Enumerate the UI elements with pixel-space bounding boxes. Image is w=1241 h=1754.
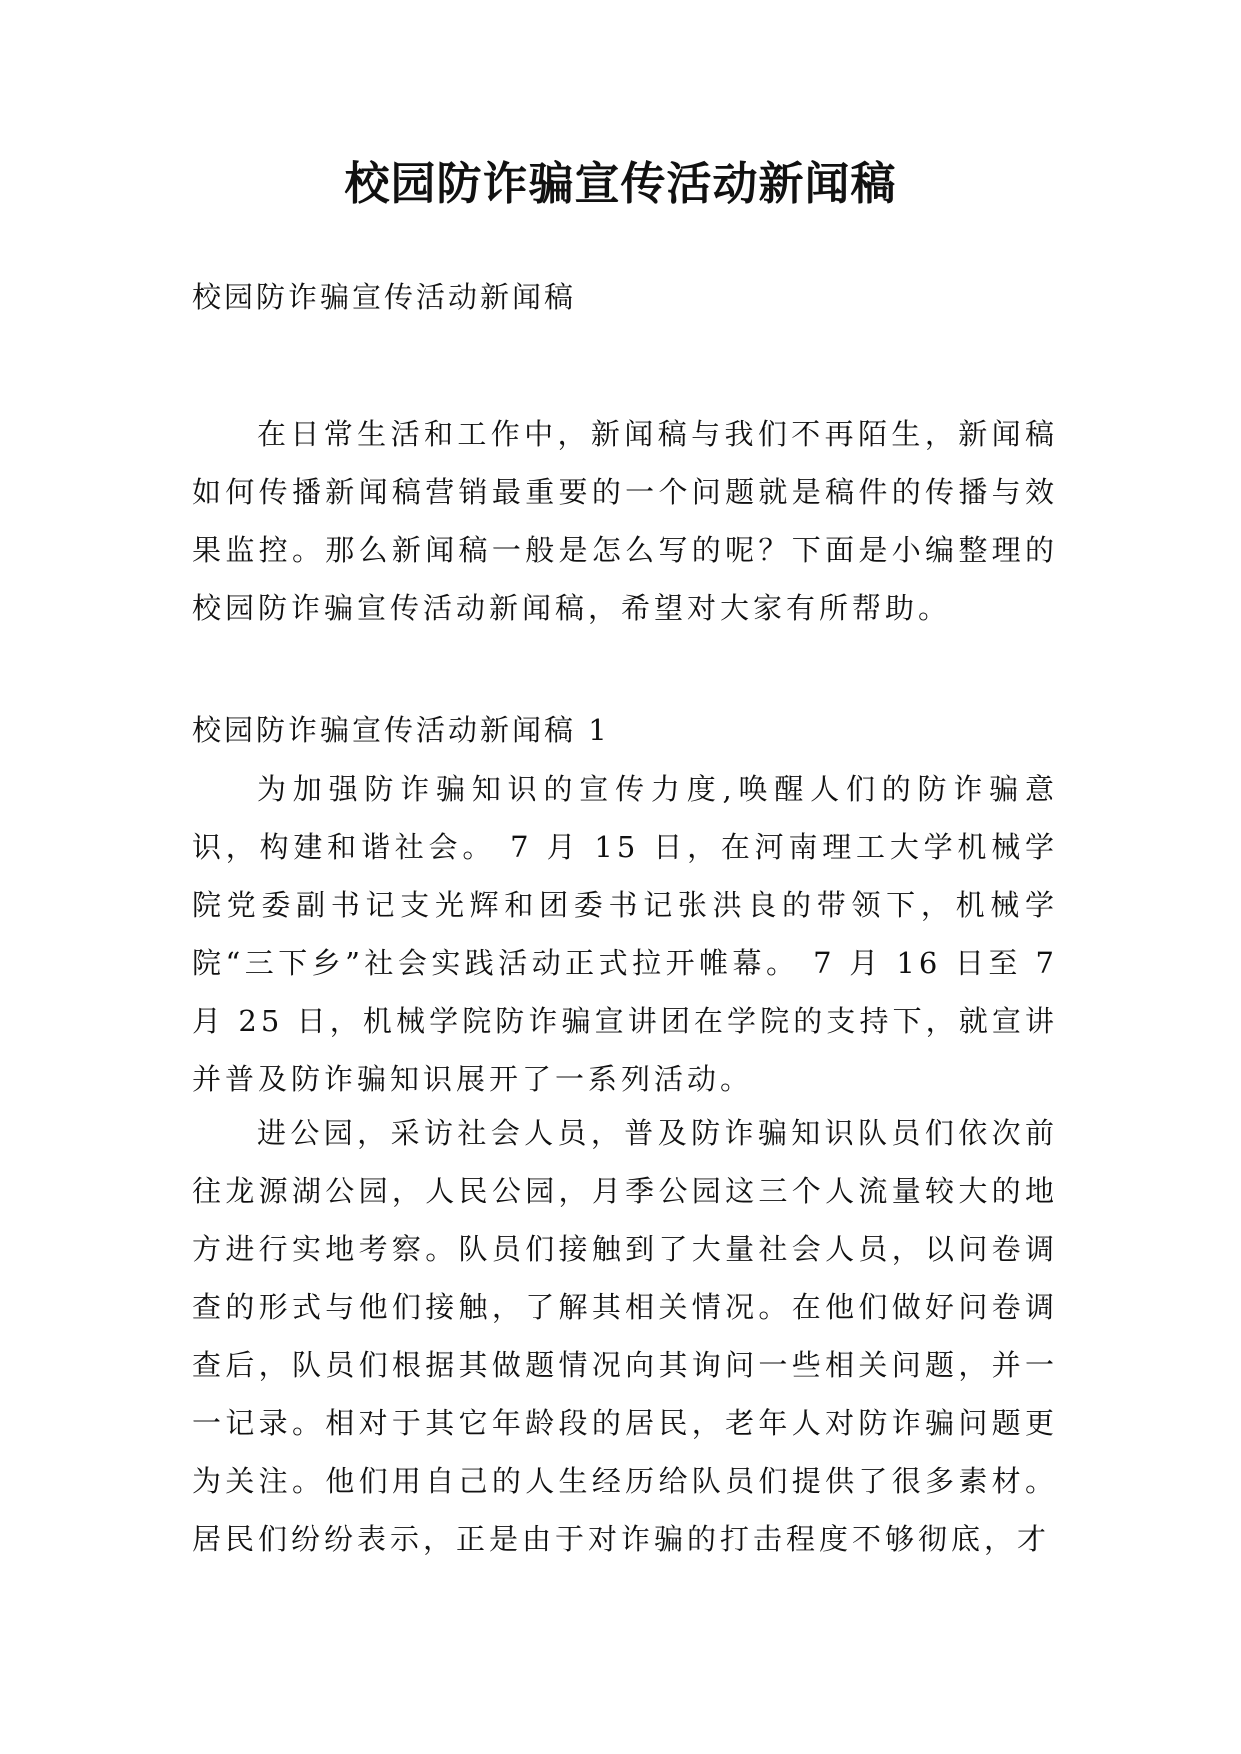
- body-paragraph: 为加强防诈骗知识的宣传力度,唤醒人们的防诈骗意识，构建和谐社会。 7 月 15 日，在河南理工大学机械学院党委副书记支光辉和团委书记张洪良的带领下，机械学院“三下乡”社会实践活动正式拉开帷幕。 7 月 16 日至 7 月 25 日，机械学院防诈骗宣讲团在学院的支持下，就宣讲并普及防诈骗知识展开了一系列活动。: [192, 772, 1058, 1096]
- body-paragraph: 进公园，采访社会人员，普及防诈骗知识队员们依次前往龙源湖公园，人民公园，月季公园这三个人流量较大的地方进行实地考察。队员们接触到了大量社会人员，以问卷调查的形式与他们接触，了解其相关情况。在他们做好问卷调查后，队员们根据其做题情况向其询问一些相关问题，并一一记录。相对于其它年龄段的居民，老年人对防诈骗问题更为关注。他们用自己的人生经历给队员们提供了很多素材。居民们纷纷表示，正是由于对诈骗的打击程度不够彻底，才: [192, 1116, 1058, 1556]
- document-title: 校园防诈骗宣传活动新闻稿: [344, 157, 897, 210]
- section-heading: 校园防诈骗宣传活动新闻稿 1: [192, 713, 610, 747]
- intro-paragraph: 在日常生活和工作中，新闻稿与我们不再陌生，新闻稿如何传播新闻稿营销最重要的一个问题就是稿件的传播与效果监控。那么新闻稿一般是怎么写的呢？下面是小编整理的校园防诈骗宣传活动新闻稿，希望对大家有所帮助。: [192, 417, 1058, 625]
- document-subtitle: 校园防诈骗宣传活动新闻稿: [192, 280, 577, 314]
